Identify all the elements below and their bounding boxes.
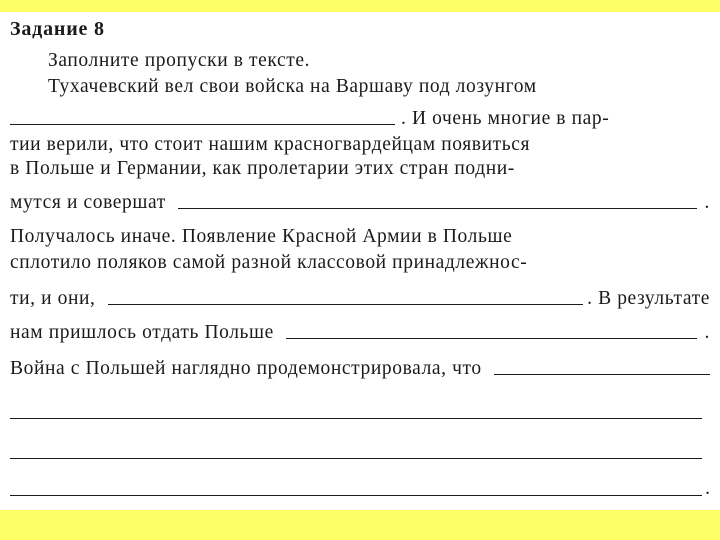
- answer-line-3[interactable]: [10, 495, 702, 496]
- text-line-10: [10, 358, 710, 380]
- text-line-9-end: .: [704, 322, 710, 343]
- task-instruction: [10, 50, 710, 72]
- text-line-9: [10, 322, 710, 344]
- text-line-3: [10, 134, 710, 156]
- text-line-4: [10, 158, 710, 180]
- blank-revolution[interactable]: [178, 207, 697, 209]
- text-line-10-content: Война с Польшей наглядно продемонстрировала, что: [10, 358, 482, 379]
- answer-line-1[interactable]: [10, 418, 702, 419]
- text-line-5-end: .: [704, 192, 710, 213]
- text-line-7-content: сплотило поляков самой разной классовой принадлежнос-: [10, 252, 528, 273]
- text-line-5: [10, 192, 710, 214]
- text-line-8: [10, 288, 710, 310]
- text-line-2-content: . И очень многие в пар-: [401, 108, 610, 129]
- text-line-8-content: ти, и они,: [10, 288, 96, 309]
- text-line-6: [10, 226, 710, 248]
- blank-slogan[interactable]: [10, 123, 395, 125]
- text-line-5-content: мутся и совершат: [10, 192, 166, 213]
- instruction-text: Заполните пропуски в тексте.: [48, 50, 311, 71]
- text-line-6-content: Получалось иначе. Появление Красной Армии в Польше: [10, 226, 513, 247]
- text-line-1: [10, 76, 710, 98]
- text-line-9-content: нам пришлось отдать Польше: [10, 322, 274, 343]
- text-line-4-content: в Польше и Германии, как пролетарии этих стран подни-: [10, 158, 515, 179]
- text-line-2: [10, 108, 710, 130]
- blank-poles-action[interactable]: [108, 303, 584, 305]
- answer-line-2[interactable]: [10, 458, 702, 459]
- blank-territory[interactable]: [286, 337, 697, 339]
- text-line-1-content: Тухачевский вел свои войска на Варшаву под лозунгом: [48, 76, 537, 97]
- text-line-3-content: тии верили, что стоит нашим красногвардейцам появиться: [10, 134, 531, 155]
- final-period: .: [705, 478, 710, 499]
- text-line-8-end: . В результате: [587, 288, 710, 309]
- text-line-7: [10, 252, 710, 274]
- worksheet-page: [0, 12, 720, 510]
- task-title: Задание 8: [10, 18, 105, 40]
- blank-conclusion-start[interactable]: [494, 373, 710, 375]
